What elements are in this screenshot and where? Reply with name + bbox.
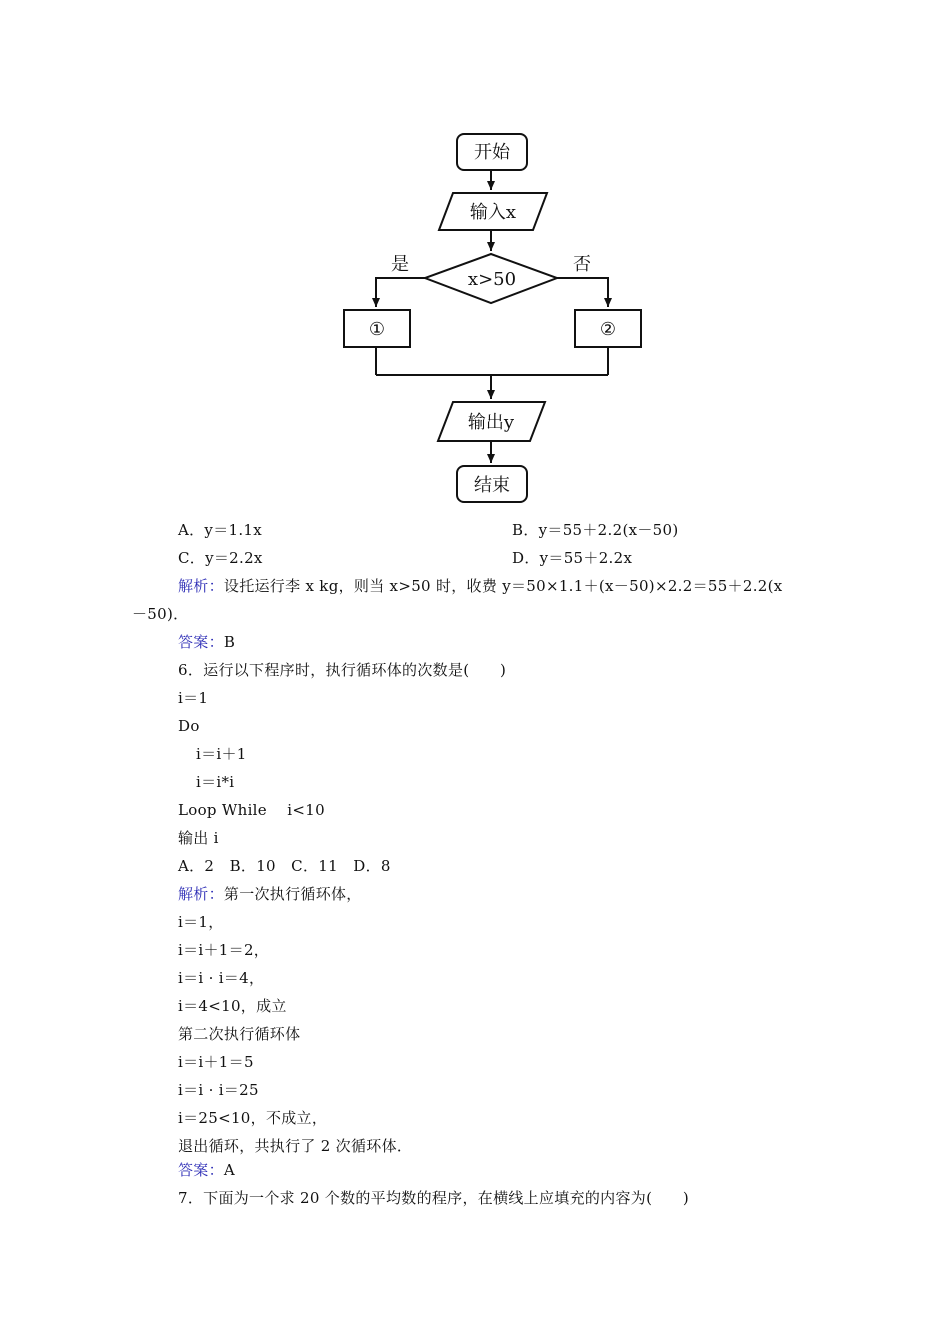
q5-option-d: D．y＝55＋2.2x bbox=[512, 549, 633, 567]
analysis-tag: 解析： bbox=[178, 577, 224, 595]
box2-label: ② bbox=[599, 319, 617, 340]
code-line: i＝1 bbox=[178, 689, 209, 707]
yes-label: 是 bbox=[391, 254, 409, 275]
no-label: 否 bbox=[573, 254, 591, 275]
output-label: 输出y bbox=[467, 412, 515, 433]
code-line: Do bbox=[178, 717, 200, 735]
analysis-step: i＝i＋1＝5 bbox=[178, 1053, 254, 1071]
q6-answer bbox=[178, 1160, 235, 1180]
q5-option-a: A．y＝1.1x bbox=[178, 521, 263, 539]
analysis-step: i＝i · i＝25 bbox=[178, 1081, 259, 1099]
analysis-step: 退出循环，共执行了 2 次循环体． bbox=[178, 1137, 413, 1155]
q6-options: A．2 B．10 C．11 D．8 bbox=[178, 857, 391, 875]
q6-stem: 6．运行以下程序时，执行循环体的次数是( ) bbox=[178, 661, 507, 679]
q7-stem: 7．下面为一个求 20 个数的平均数的程序，在横线上应填充的内容为( ) bbox=[178, 1189, 689, 1207]
q5-analysis-text-2: －50)． bbox=[132, 605, 189, 623]
answer-tag: 答案： bbox=[178, 633, 224, 651]
box1-label: ① bbox=[368, 319, 386, 340]
analysis-step: i＝i · i＝4， bbox=[178, 969, 265, 987]
analysis-step: i＝4<10，成立 bbox=[178, 997, 287, 1015]
q5-option-c: C．y＝2.2x bbox=[178, 549, 263, 567]
answer-tag: 答案： bbox=[178, 1161, 224, 1179]
code-line: i＝i＋1 bbox=[196, 745, 247, 763]
start-label: 开始 bbox=[474, 142, 510, 163]
analysis-tag: 解析： bbox=[178, 885, 224, 903]
analysis-step: i＝i＋1＝2， bbox=[178, 941, 270, 959]
q5-answer-value: B bbox=[223, 633, 236, 651]
end-label: 结束 bbox=[474, 475, 510, 496]
input-label: 输入x bbox=[469, 202, 517, 223]
condition-label: x>50 bbox=[467, 269, 517, 290]
flowchart bbox=[0, 0, 950, 510]
q5-analysis-text-1: 设托运行李 x kg，则当 x>50 时，收费 y＝50×1.1＋(x－50)×2.2＝55＋2.2(x bbox=[223, 577, 783, 595]
code-line: Loop While i<10 bbox=[178, 801, 325, 819]
code-line: 输出 i bbox=[178, 829, 219, 847]
q5-analysis bbox=[178, 576, 783, 596]
q6-analysis-first: 第一次执行循环体， bbox=[223, 885, 362, 903]
analysis-step: i＝1， bbox=[178, 913, 224, 931]
q5-answer bbox=[178, 632, 235, 652]
q6-analysis bbox=[178, 884, 362, 904]
code-line: i＝i*i bbox=[196, 773, 235, 791]
q6-answer-value: A bbox=[223, 1161, 236, 1179]
analysis-step: 第二次执行循环体 bbox=[178, 1025, 301, 1043]
q5-option-b: B．y＝55＋2.2(x－50) bbox=[512, 521, 679, 539]
analysis-step: i＝25<10，不成立， bbox=[178, 1109, 328, 1127]
